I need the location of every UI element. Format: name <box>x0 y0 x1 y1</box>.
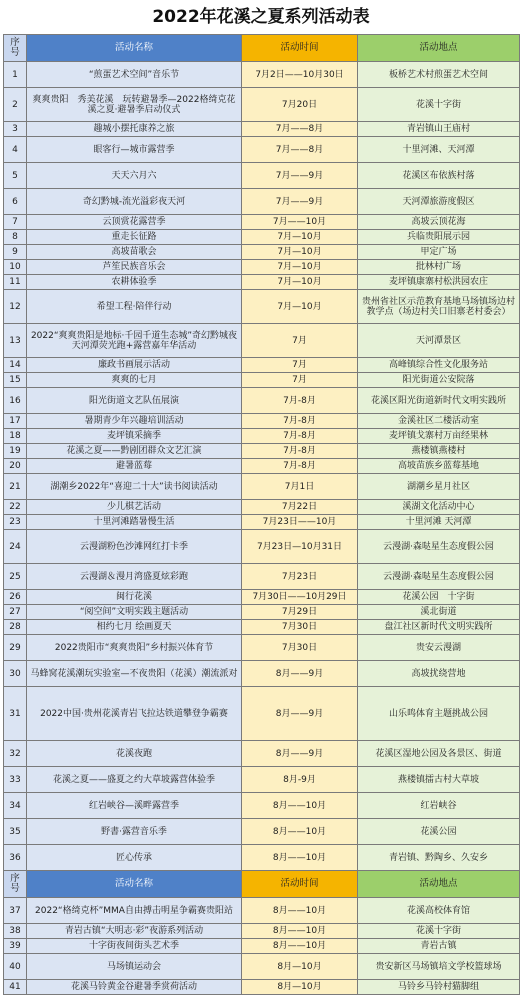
activity-location: 花溪区布依族村落 <box>358 163 520 189</box>
activity-name: 高坡苗歌会 <box>27 245 242 260</box>
activity-name: 闽行花溪 <box>27 590 242 605</box>
table-header-row-repeat <box>4 871 520 898</box>
activity-time: 7月1日 <box>242 474 358 500</box>
activity-time: 7月——9月 <box>242 189 358 215</box>
activity-table <box>3 34 520 995</box>
row-number: 25 <box>4 564 27 590</box>
table-row <box>4 88 520 122</box>
header-name: 活动名称 <box>27 871 242 898</box>
activity-time: 7月——9月 <box>242 163 358 189</box>
table-row <box>4 459 520 474</box>
header-location: 活动地点 <box>358 871 520 898</box>
activity-name: 避暑蓝莓 <box>27 459 242 474</box>
table-row <box>4 388 520 414</box>
table-row <box>4 635 520 661</box>
table-row <box>4 845 520 871</box>
activity-name: 农耕体验季 <box>27 275 242 290</box>
table-row <box>4 444 520 459</box>
activity-time: 7月2日——10月30日 <box>242 62 358 88</box>
activity-name: 相约七月 绘画夏天 <box>27 620 242 635</box>
table-row <box>4 767 520 793</box>
activity-time: 7月 <box>242 373 358 388</box>
table-row <box>4 564 520 590</box>
activity-time: 8月——10月 <box>242 819 358 845</box>
activity-location: 兵临贵阳展示园 <box>358 230 520 245</box>
row-number: 27 <box>4 605 27 620</box>
row-number: 37 <box>4 898 27 924</box>
activity-name: 红岩峡谷—溪畔露营季 <box>27 793 242 819</box>
activity-name: 重走长征路 <box>27 230 242 245</box>
activity-name: 青岩古镇“大明志·彩”夜游系列活动 <box>27 924 242 939</box>
activity-location: 花溪十字街 <box>358 924 520 939</box>
row-number: 7 <box>4 215 27 230</box>
activity-time: 8月——10月 <box>242 845 358 871</box>
activity-location: 高坡扰绕营地 <box>358 661 520 687</box>
activity-time: 7月23日 <box>242 564 358 590</box>
row-number: 41 <box>4 980 27 995</box>
activity-name: 2022贵阳市“爽爽贵阳”乡村振兴体育节 <box>27 635 242 661</box>
table-row <box>4 980 520 995</box>
activity-location: 十里河滩 天河潭 <box>358 515 520 530</box>
activity-time: 7月—10月 <box>242 290 358 324</box>
row-number: 14 <box>4 358 27 373</box>
activity-location: 麦坪镇康寨村松洪园农庄 <box>358 275 520 290</box>
row-number: 40 <box>4 954 27 980</box>
activity-location: 高坡云顶花海 <box>358 215 520 230</box>
activity-location: 贵安新区马场镇培文学校篮球场 <box>358 954 520 980</box>
row-number: 10 <box>4 260 27 275</box>
activity-location: 高坡苗族乡蓝莓基地 <box>358 459 520 474</box>
table-row <box>4 515 520 530</box>
activity-name: 2022“格绮克杯”MMA自由搏击明星争霸赛贵阳站 <box>27 898 242 924</box>
activity-time: 7月——10月 <box>242 215 358 230</box>
row-number: 17 <box>4 414 27 429</box>
activity-name: 暑期青少年兴趣培训活动 <box>27 414 242 429</box>
table-row <box>4 605 520 620</box>
activity-time: 7月30日——10月29日 <box>242 590 358 605</box>
row-number: 20 <box>4 459 27 474</box>
activity-name: 少儿棋艺活动 <box>27 500 242 515</box>
activity-time: 8月——10月 <box>242 939 358 954</box>
activity-name: 马场镇运动会 <box>27 954 242 980</box>
row-number: 3 <box>4 122 27 137</box>
activity-name: 天天六月六 <box>27 163 242 189</box>
row-number: 4 <box>4 137 27 163</box>
row-number: 32 <box>4 741 27 767</box>
activity-location: 批林村广场 <box>358 260 520 275</box>
row-number: 26 <box>4 590 27 605</box>
page-title: 2022年花溪之夏系列活动表 <box>152 7 370 27</box>
activity-name: 2022“爽爽贵阳是地标·千园千道生态城”奇幻黔城夜天河潭荧光跑+露营嘉年华活动 <box>27 324 242 358</box>
activity-time: 7月-8月 <box>242 429 358 444</box>
row-number: 12 <box>4 290 27 324</box>
activity-name: 爽爽的七月 <box>27 373 242 388</box>
row-number: 38 <box>4 924 27 939</box>
activity-name: 花溪夜跑 <box>27 741 242 767</box>
activity-location: 燕楼镇擂古村大草坡 <box>358 767 520 793</box>
table-row <box>4 275 520 290</box>
row-number: 18 <box>4 429 27 444</box>
activity-time: 8月——10月 <box>242 924 358 939</box>
activity-location: 天河潭旅游度假区 <box>358 189 520 215</box>
activity-location: 甲定广场 <box>358 245 520 260</box>
activity-time: 7月-8月 <box>242 388 358 414</box>
row-number: 8 <box>4 230 27 245</box>
row-number: 5 <box>4 163 27 189</box>
table-row <box>4 898 520 924</box>
row-number: 11 <box>4 275 27 290</box>
header-seq: 序号 <box>4 871 27 898</box>
activity-time: 7月 <box>242 358 358 373</box>
activity-name: 云顶赏花露营季 <box>27 215 242 230</box>
activity-name: 2022中国·贵州花溪青岩飞拉达铁道攀登争霸赛 <box>27 687 242 741</box>
activity-name: 马蜂窝花溪潮玩实验室—不夜贵阳（花溪）潮流派对 <box>27 661 242 687</box>
row-number: 22 <box>4 500 27 515</box>
activity-time: 8月-9月 <box>242 767 358 793</box>
activity-time: 8月—10月 <box>242 980 358 995</box>
row-number: 16 <box>4 388 27 414</box>
activity-location: 贵州省社区示范教育基地马场镇场边村教学点（场边村关口旧寨老村委会） <box>358 290 520 324</box>
activity-location: 青岩镇、黔陶乡、久安乡 <box>358 845 520 871</box>
activity-time: 7月22日 <box>242 500 358 515</box>
header-location: 活动地点 <box>358 35 520 62</box>
activity-location: 高峰镇综合性文化服务站 <box>358 358 520 373</box>
activity-location: 花溪高校体育馆 <box>358 898 520 924</box>
table-row <box>4 819 520 845</box>
row-number: 29 <box>4 635 27 661</box>
activity-location: 青岩古镇 <box>358 939 520 954</box>
row-number: 19 <box>4 444 27 459</box>
row-number: 13 <box>4 324 27 358</box>
activity-location: 云漫湖·森哒星生态度假公园 <box>358 530 520 564</box>
activity-time: 8月—10月 <box>242 954 358 980</box>
activity-location: 溪北街道 <box>358 605 520 620</box>
row-number: 21 <box>4 474 27 500</box>
table-row <box>4 954 520 980</box>
activity-time: 7月29日 <box>242 605 358 620</box>
activity-location: 阳光街道公安院落 <box>358 373 520 388</box>
activity-time: 7月30日 <box>242 635 358 661</box>
activity-location: 盘江社区新时代文明实践所 <box>358 620 520 635</box>
activity-location: 花溪区湿地公园及各景区、街道 <box>358 741 520 767</box>
activity-name: 希望工程·陪伴行动 <box>27 290 242 324</box>
activity-time: 8月——10月 <box>242 898 358 924</box>
table-row <box>4 687 520 741</box>
activity-location: 红岩峡谷 <box>358 793 520 819</box>
table-row <box>4 474 520 500</box>
activity-location: 花溪公园 <box>358 819 520 845</box>
table-row <box>4 122 520 137</box>
table-row <box>4 373 520 388</box>
activity-name: 麦坪镇采摘季 <box>27 429 242 444</box>
table-row <box>4 741 520 767</box>
activity-location: 山乐鸣体育主题挑战公园 <box>358 687 520 741</box>
table-row <box>4 260 520 275</box>
activity-time: 7月30日 <box>242 620 358 635</box>
row-number: 1 <box>4 62 27 88</box>
table-row <box>4 620 520 635</box>
activity-time: 7月—10月 <box>242 275 358 290</box>
activity-location: 麦坪镇戈寨村万亩经果林 <box>358 429 520 444</box>
activity-name: 云漫湖＆漫月湾盛夏炫彩跑 <box>27 564 242 590</box>
activity-location: 金溪社区二楼活动室 <box>358 414 520 429</box>
table-row <box>4 189 520 215</box>
table-row <box>4 939 520 954</box>
activity-name: “煎蛋艺术空间”音乐节 <box>27 62 242 88</box>
row-number: 39 <box>4 939 27 954</box>
activity-name: 廉政书画展示活动 <box>27 358 242 373</box>
activity-name: 眼客行—城市露营季 <box>27 137 242 163</box>
activity-time: 8月——10月 <box>242 793 358 819</box>
activity-time: 7月-8月 <box>242 414 358 429</box>
activity-time: 8月——9月 <box>242 687 358 741</box>
activity-location: 燕楼镇燕楼村 <box>358 444 520 459</box>
table-row <box>4 429 520 444</box>
activity-location: 贵安云漫湖 <box>358 635 520 661</box>
activity-time: 7月23日——10月 <box>242 515 358 530</box>
table-row <box>4 530 520 564</box>
activity-time: 8月——9月 <box>242 741 358 767</box>
activity-location: 溪湖文化活动中心 <box>358 500 520 515</box>
table-row <box>4 590 520 605</box>
row-number: 34 <box>4 793 27 819</box>
row-number: 9 <box>4 245 27 260</box>
table-row <box>4 245 520 260</box>
row-number: 24 <box>4 530 27 564</box>
activity-location: 青岩镇山王庙村 <box>358 122 520 137</box>
row-number: 31 <box>4 687 27 741</box>
activity-time: 7月 <box>242 324 358 358</box>
table-header-row <box>4 35 520 62</box>
table-row <box>4 500 520 515</box>
activity-name: 花溪之夏——盛夏之约大草坡露营体验季 <box>27 767 242 793</box>
table-body-2 <box>4 898 520 995</box>
activity-time: 7月20日 <box>242 88 358 122</box>
row-number: 35 <box>4 819 27 845</box>
activity-time: 7月—10月 <box>242 245 358 260</box>
row-number: 15 <box>4 373 27 388</box>
activity-time: 7月-8月 <box>242 459 358 474</box>
table-row <box>4 215 520 230</box>
activity-time: 7月23日—10月31日 <box>242 530 358 564</box>
header-seq: 序号 <box>4 35 27 62</box>
activity-name: 匠心传承 <box>27 845 242 871</box>
activity-name: 芦笙民族音乐会 <box>27 260 242 275</box>
table-row <box>4 414 520 429</box>
table-row <box>4 137 520 163</box>
table-row <box>4 290 520 324</box>
table-row <box>4 358 520 373</box>
table-row <box>4 661 520 687</box>
activity-location: 十里河滩、天河潭 <box>358 137 520 163</box>
activity-time: 7月—10月 <box>242 230 358 245</box>
activity-name: 阳光街道文艺队伍展演 <box>27 388 242 414</box>
activity-name: 奇幻黔城-流光溢彩夜天河 <box>27 189 242 215</box>
activity-time: 7月-8月 <box>242 444 358 459</box>
header-name: 活动名称 <box>27 35 242 62</box>
activity-name: 十字街夜间街头艺术季 <box>27 939 242 954</box>
activity-name: 云漫湖粉色沙滩网红打卡季 <box>27 530 242 564</box>
activity-location: 花溪十字街 <box>358 88 520 122</box>
table-row <box>4 230 520 245</box>
activity-name: 十里河滩踏暑慢生活 <box>27 515 242 530</box>
activity-name: 花溪马铃黄金谷避暑季赏荷活动 <box>27 980 242 995</box>
table-row <box>4 62 520 88</box>
row-number: 6 <box>4 189 27 215</box>
activity-location: 马铃乡马铃村猫脚组 <box>358 980 520 995</box>
activity-name: 趣城小摆托康养之旅 <box>27 122 242 137</box>
activity-time: 7月——8月 <box>242 137 358 163</box>
row-number: 33 <box>4 767 27 793</box>
activity-location: 天河潭景区 <box>358 324 520 358</box>
activity-location: 花溪公园 十字街 <box>358 590 520 605</box>
table-row <box>4 163 520 189</box>
row-number: 30 <box>4 661 27 687</box>
row-number: 23 <box>4 515 27 530</box>
activity-location: 云漫湖·森哒星生态度假公园 <box>358 564 520 590</box>
activity-name: “阅空间”文明实践主题活动 <box>27 605 242 620</box>
header-time: 活动时间 <box>242 871 358 898</box>
activity-time: 7月—10月 <box>242 260 358 275</box>
row-number: 2 <box>4 88 27 122</box>
table-body <box>4 62 520 871</box>
activity-location: 板桥艺术村煎蛋艺术空间 <box>358 62 520 88</box>
row-number: 28 <box>4 620 27 635</box>
activity-time: 7月——8月 <box>242 122 358 137</box>
table-row <box>4 924 520 939</box>
activity-name: 湖潮乡2022年“喜迎二十大”读书阅读活动 <box>27 474 242 500</box>
activity-name: 野書·露营音乐季 <box>27 819 242 845</box>
activity-name: 花溪之夏——黔剧团群众文艺汇演 <box>27 444 242 459</box>
table-row <box>4 324 520 358</box>
row-number: 36 <box>4 845 27 871</box>
table-row <box>4 793 520 819</box>
activity-name: 爽爽贵阳 秀美花溪 玩转避暑季—2022格绮克花溪之夏·避暑季启动仪式 <box>27 88 242 122</box>
activity-time: 8月——9月 <box>242 661 358 687</box>
header-time: 活动时间 <box>242 35 358 62</box>
activity-location: 湖潮乡星月社区 <box>358 474 520 500</box>
activity-location: 花溪区阳光街道新时代文明实践所 <box>358 388 520 414</box>
